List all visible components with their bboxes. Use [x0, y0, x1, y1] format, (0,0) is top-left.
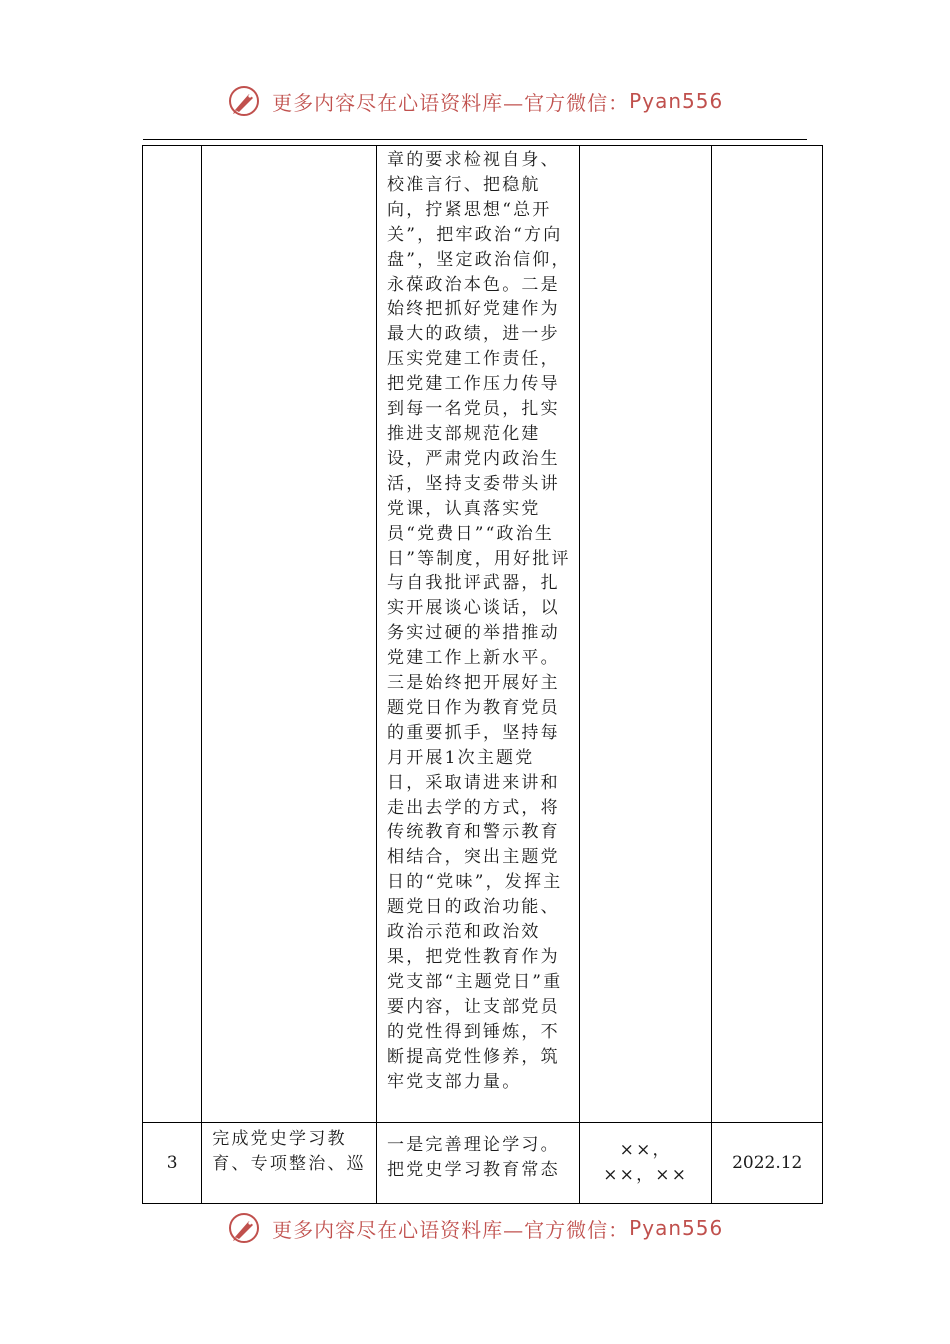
- footer-watermark: [0, 1211, 950, 1245]
- content-cell: 一是完善理论学习。把党史学习教育常态: [377, 1123, 580, 1204]
- task-cell: 完成党史学习教育、专项整治、巡: [202, 1123, 377, 1204]
- deadline-cell: [712, 146, 823, 1123]
- pen-nib-logo-icon: [227, 1211, 261, 1245]
- content-cell: 章的要求检视自身、校准言行、把稳航向，拧紧思想“总开关”，把牢政治“方向盘”，坚定政治信仰，永葆政治本色。二是始终把抓好党建作为最大的政绩，进一步压实党建工作责任，把党建工作压力传导到每一名党员，扎实推进支部规范化建设，严肃党内政治生活，坚持支委带头讲党课，认真落实党员“党费日”“政治生日”等制度，用好批评与自我批评武器，扎实开展谈心谈话，以务实过硬的举措推动党建工作上新水平。三是始终把开展好主题党日作为教育党员的重要抓手，坚持每月开展1次主题党日，采取请进来讲和走出去学的方式，将传统教育和警示教育相结合，突出主题党日的“党味”，发挥主题党日的政治功能、政治示范和政治效果，把党性教育作为党支部“主题党日”重要内容，让支部党员的党性得到锤炼，不断提高党性修养，筑牢党支部力量。: [377, 146, 580, 1123]
- owner-cell: ××，××，××: [579, 1123, 712, 1204]
- watermark-text: 更多内容尽在心语资料库—官方微信：: [272, 90, 630, 115]
- owner-cell: [579, 146, 712, 1123]
- task-cell: [202, 146, 377, 1123]
- plan-table: [142, 145, 823, 1204]
- index-cell: [143, 146, 202, 1123]
- watermark-id: Pyan556: [629, 1216, 724, 1240]
- pen-nib-logo-icon: [227, 84, 261, 118]
- table-row: [143, 1123, 823, 1204]
- watermark-id: Pyan556: [629, 89, 724, 113]
- header-rule: [143, 139, 807, 140]
- index-cell: 3: [143, 1123, 202, 1204]
- table-row: [143, 146, 823, 1123]
- watermark-text: 更多内容尽在心语资料库—官方微信：: [272, 1217, 630, 1242]
- deadline-cell: 2022.12: [712, 1123, 823, 1204]
- header-watermark: [0, 84, 950, 118]
